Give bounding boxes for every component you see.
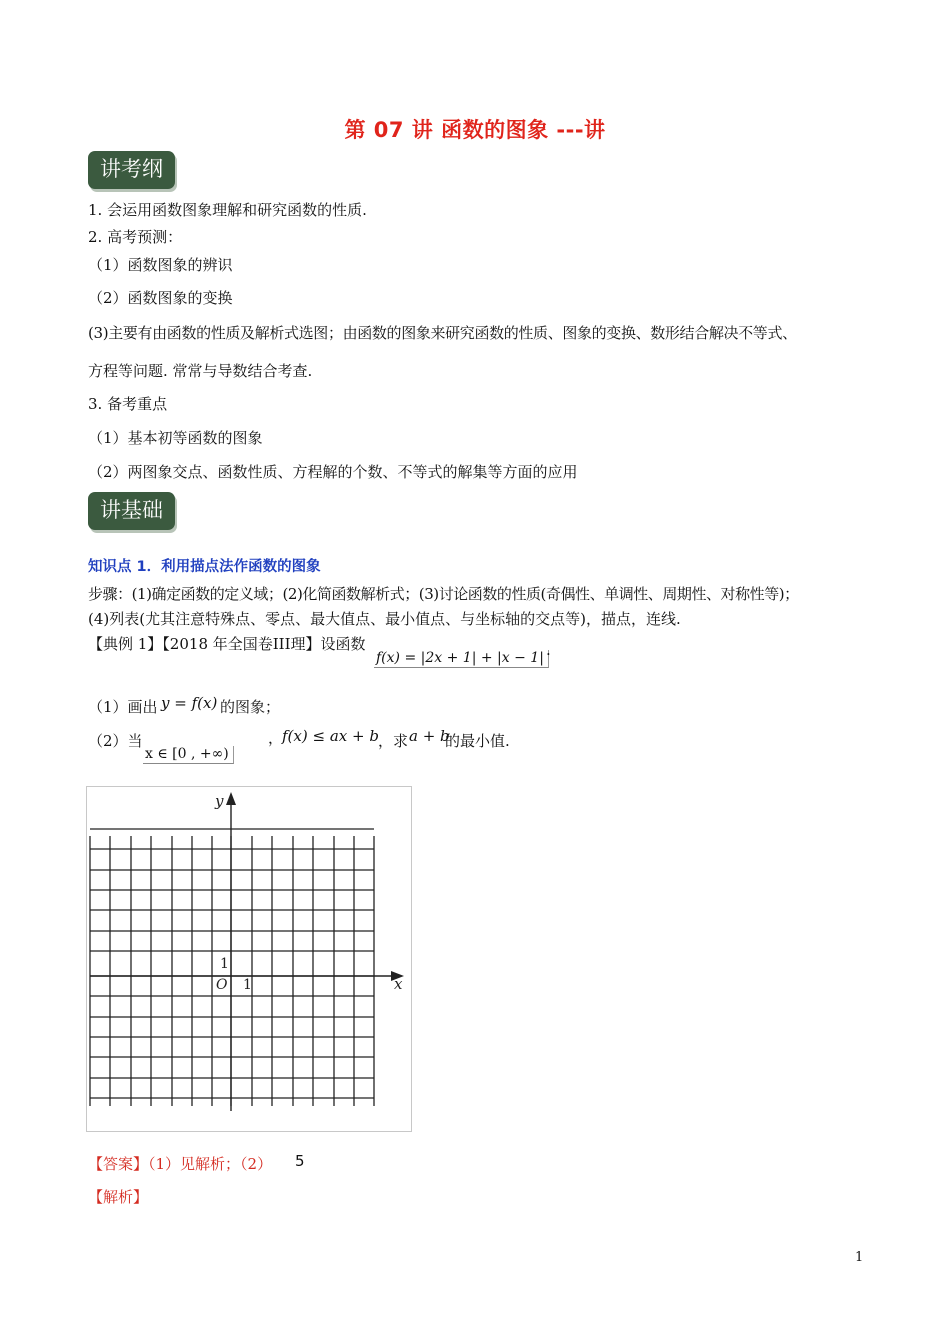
answer-label: 【答案】（1）见解析；（2） xyxy=(88,1155,273,1173)
grid-frame xyxy=(87,787,412,1132)
outline-item: 3. 备考重点 xyxy=(88,395,168,413)
outline-item: （1）基本初等函数的图象 xyxy=(88,429,263,447)
outline-item: 方程等问题. 常常与导数结合考查. xyxy=(88,362,313,380)
question-2-interval: x ∈ [0 , +∞) xyxy=(143,746,234,764)
example-end: . xyxy=(546,641,551,659)
question-2-comma: ， xyxy=(268,729,284,747)
outline-item: (3)主要有由函数的性质及解析式选图；由函数的图象来研究函数的性质、图象的变换、数形结合解决不等式、 xyxy=(88,324,797,342)
coordinate-grid xyxy=(86,786,412,1132)
example-formula: f(x) = |2x + 1| + |x − 1| xyxy=(374,650,549,668)
question-2-prefix: （2）当 xyxy=(88,732,143,750)
origin-label: O xyxy=(216,977,228,993)
analysis-label: 【解析】 xyxy=(88,1188,149,1206)
y-unit-label: 1 xyxy=(220,956,229,972)
question-2-suffix: 的最小值. xyxy=(445,732,510,750)
outline-item: （2）两图象交点、函数性质、方程解的个数、不等式的解集等方面的应用 xyxy=(88,463,578,481)
section-badge-outline: 讲考纲 xyxy=(88,151,175,189)
question-2-expr: a + b xyxy=(409,727,450,745)
x-axis-label: x xyxy=(394,975,403,993)
knowledge-point-heading: 知识点 1．利用描点法作函数的图象 xyxy=(88,559,321,575)
steps-line-2: (4)列表(尤其注意特殊点、零点、最大值点、最小值点、与坐标轴的交点等)，描点，连线. xyxy=(88,610,681,628)
y-axis-label: y xyxy=(215,792,224,810)
question-1-suffix: 的图象； xyxy=(220,698,281,716)
question-2-inequality: f(x) ≤ ax + b xyxy=(282,727,379,745)
outline-item: （1）函数图象的辨识 xyxy=(88,256,233,274)
page-number: 1 xyxy=(855,1250,864,1265)
x-unit-label: 1 xyxy=(243,977,252,993)
section-badge-basics: 讲基础 xyxy=(88,492,175,530)
answer-value: 5 xyxy=(295,1152,305,1170)
page-title: 第 07 讲 函数的图象 ---讲 xyxy=(344,118,606,142)
steps-line-1: 步骤：(1)确定函数的定义域；(2)化简函数解析式；(3)讨论函数的性质(奇偶性、单调性、周期性、对称性等)； xyxy=(88,585,799,603)
outline-item: （2）函数图象的变换 xyxy=(88,289,233,307)
example-label: 【典例 1】【2018 年全国卷III理】设函数 xyxy=(88,635,366,653)
question-1-prefix: （1）画出 xyxy=(88,698,158,716)
question-1-math: y = f(x) xyxy=(161,694,218,712)
question-2-mid: ，求 xyxy=(378,732,409,750)
outline-item: 1. 会运用函数图象理解和研究函数的性质. xyxy=(88,201,367,219)
outline-item: 2. 高考预测： xyxy=(88,228,183,246)
